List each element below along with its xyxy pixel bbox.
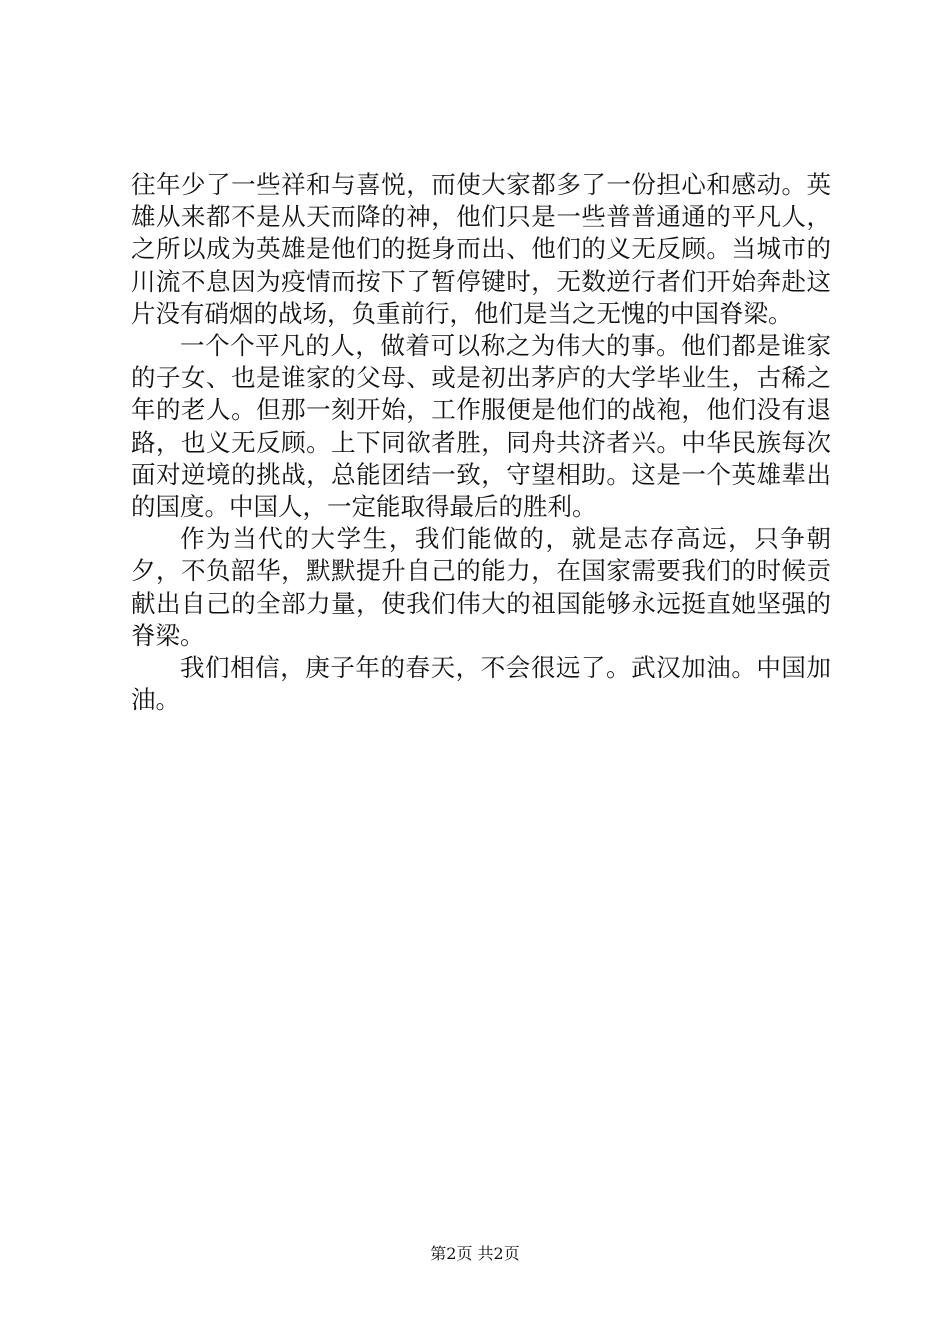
paragraph-3: 作为当代的大学生，我们能做的，就是志存高远，只争朝夕，不负韶华，默默提升自己的能力，在国家需要我们的时候贡献出自己的全部力量，使我们伟大的祖国能够永远挺直她坚强的脊梁。 bbox=[131, 524, 831, 650]
page-footer: 第2页 共2页 bbox=[430, 1244, 520, 1263]
paragraph-2: 一个个平凡的人，做着可以称之为伟大的事。他们都是谁家的子女、也是谁家的父母、或是初出茅庐的大学毕业生，古稀之年的老人。但那一刻开始，工作服便是他们的战袍，他们没有退路，也义无反顾。上下同欲者胜，同舟共济者兴。中华民族每次面对逆境的挑战，总能团结一致，守望相助。这是一个英雄辈出的国度。中国人，一定能取得最后的胜利。 bbox=[131, 331, 831, 522]
paragraph-1: 往年少了一些祥和与喜悦，而使大家都多了一份担心和感动。英雄从来都不是从天而降的神，他们只是一些普普通通的平凡人，之所以成为英雄是他们的挺身而出、他们的义无反顾。当城市的川流不息因为疫情而按下了暂停键时，无数逆行者们开始奔赴这片没有硝烟的战场，负重前行，他们是当之无愧的中国脊梁。 bbox=[131, 170, 831, 328]
document-body bbox=[131, 169, 831, 716]
paragraph-4: 我们相信，庚子年的春天，不会很远了。武汉加油。中国加油。 bbox=[131, 653, 831, 715]
